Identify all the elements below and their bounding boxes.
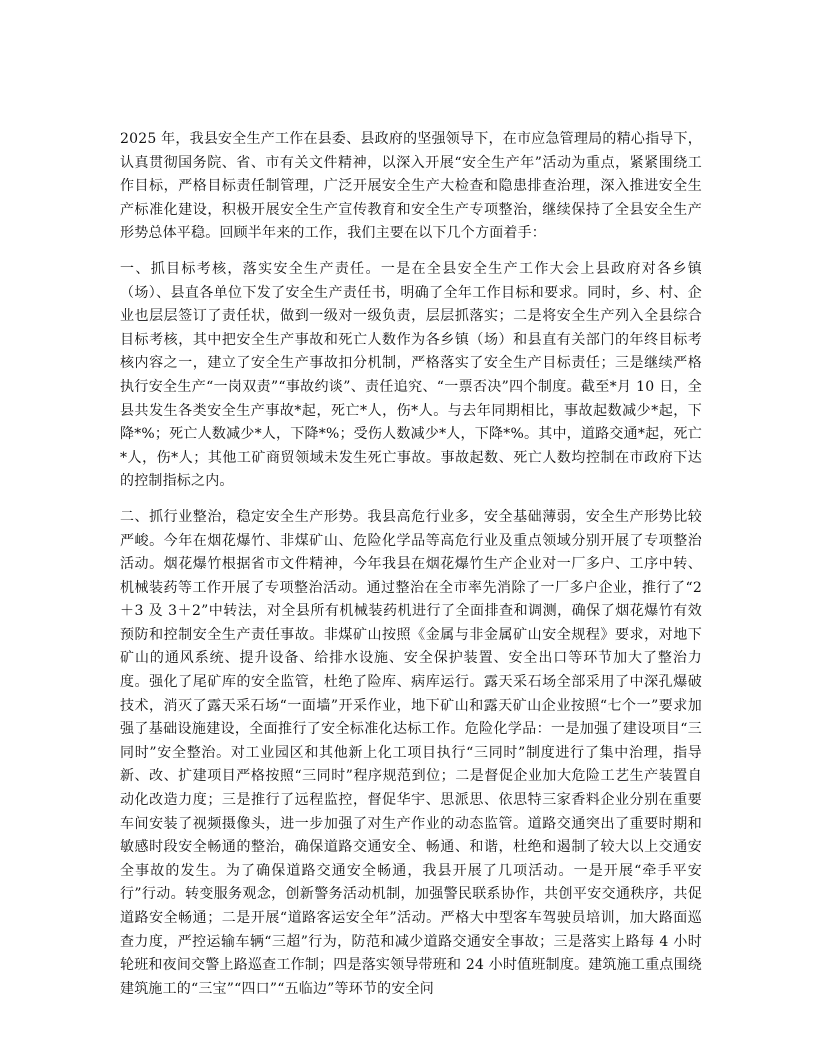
document-page: [120, 128, 702, 1013]
intro-paragraph: 2025 年，我县安全生产工作在县委、县政府的坚强领导下，在市应急管理局的精心指导下，认真贯彻国务院、省、市有关文件精神，以深入开展“安全生产年”活动为重点，紧紧围绕工作目标，严格目标责任制管理，广泛开展安全生产大检查和隐患排查治理，深入推进安全生产标准化建设，积极开展安全生产宣传教育和安全生产专项整治，继续保持了全县安全生产形势总体平稳。回顾半年来的工作，我们主要在以下几个方面着手：: [120, 131, 702, 242]
section-one-paragraph: 一、抓目标考核，落实安全生产责任。一是在全县安全生产工作大会上县政府对各乡镇（场）、县直各单位下发了安全生产责任书，明确了全年工作目标和要求。同时，乡、村、企业也层层签订了责任状，做到一级对一级负责，层层抓落实；二是将安全生产列入全县综合目标考核，其中把安全生产事故和死亡人数作为各乡镇（场）和县直有关部门的年终目标考核内容之一，建立了安全生产事故扣分机制，严格落实了安全生产目标责任；三是继续严格执行安全生产“一岗双责”“事故约谈”、责任追究、“一票否决”四个制度。截至*月 10 日，全县共发生各类安全生产事故*起，死亡*人，伤*人。与去年同期相比，事故起数减少*起，下降*%；死亡人数减少*人，下降*%；受伤人数减少*人，下降*%。其中，道路交通*起，死亡*人，伤*人；其他工矿商贸领域未发生死亡事故。事故起数、死亡人数均控制在市政府下达的控制指标之内。: [120, 260, 702, 490]
section-two-paragraph: 二、抓行业整治，稳定安全生产形势。我县高危行业多，安全基础薄弱，安全生产形势比较严峻。今年在烟花爆竹、非煤矿山、危险化学品等高危行业及重点领域分别开展了专项整治活动。烟花爆竹根据省市文件精神，今年我县在烟花爆竹生产企业对一厂多户、工序中转、机械装药等工作开展了专项整治活动。通过整治在全市率先消除了一厂多户企业，推行了“2＋3 及 3＋2”中转法，对全县所有机械装药机进行了全面排查和调测，确保了烟花爆竹有效预防和控制安全生产责任事故。非煤矿山按照《金属与非金属矿山安全规程》要求，对地下矿山的通风系统、提升设备、给排水设施、安全保护装置、安全出口等环节加大了整治力度。强化了尾矿库的安全监管，杜绝了险库、病库运行。露天采石场全部采用了中深孔爆破技术，消灭了露天采石场“一面墙”开采作业，地下矿山和露天矿山企业按照“七个一”要求加强了基础设施建设，全面推行了安全标准化达标工作。危险化学品：一是加强了建设项目“三同时”安全整治。对工业园区和其他新上化工项目执行“三同时”制度进行了集中治理，指导新、改、扩建项目严格按照“三同时”程序规范到位；二是督促企业加大危险工艺生产装置自动化改造力度；三是推行了远程监控，督促华宇、思派思、依思特三家香料企业分别在重要车间安装了视频摄像头，进一步加强了对生产作业的动态监管。道路交通突出了重要时期和敏感时段安全畅通的整治，确保道路交通安全、畅通、和谐，杜绝和遏制了较大以上交通安全事故的发生。为了确保道路交通安全畅通，我县开展了几项活动。一是开展“牵手平安行”行动。转变服务观念，创新警务活动机制，加强警民联系协作，共创平安交通秩序，共促道路安全畅通；二是开展“道路客运安全年”活动。严格大中型客车驾驶员培训，加大路面巡查力度，严控运输车辆“三超”行为，防范和减少道路交通安全事故；三是落实上路每 4 小时轮班和夜间交警上路巡查工作制；四是落实领导带班和 24 小时值班制度。建筑施工重点围绕建筑施工的“三宝”“四口”“五临边”等环节的安全问: [120, 508, 702, 997]
